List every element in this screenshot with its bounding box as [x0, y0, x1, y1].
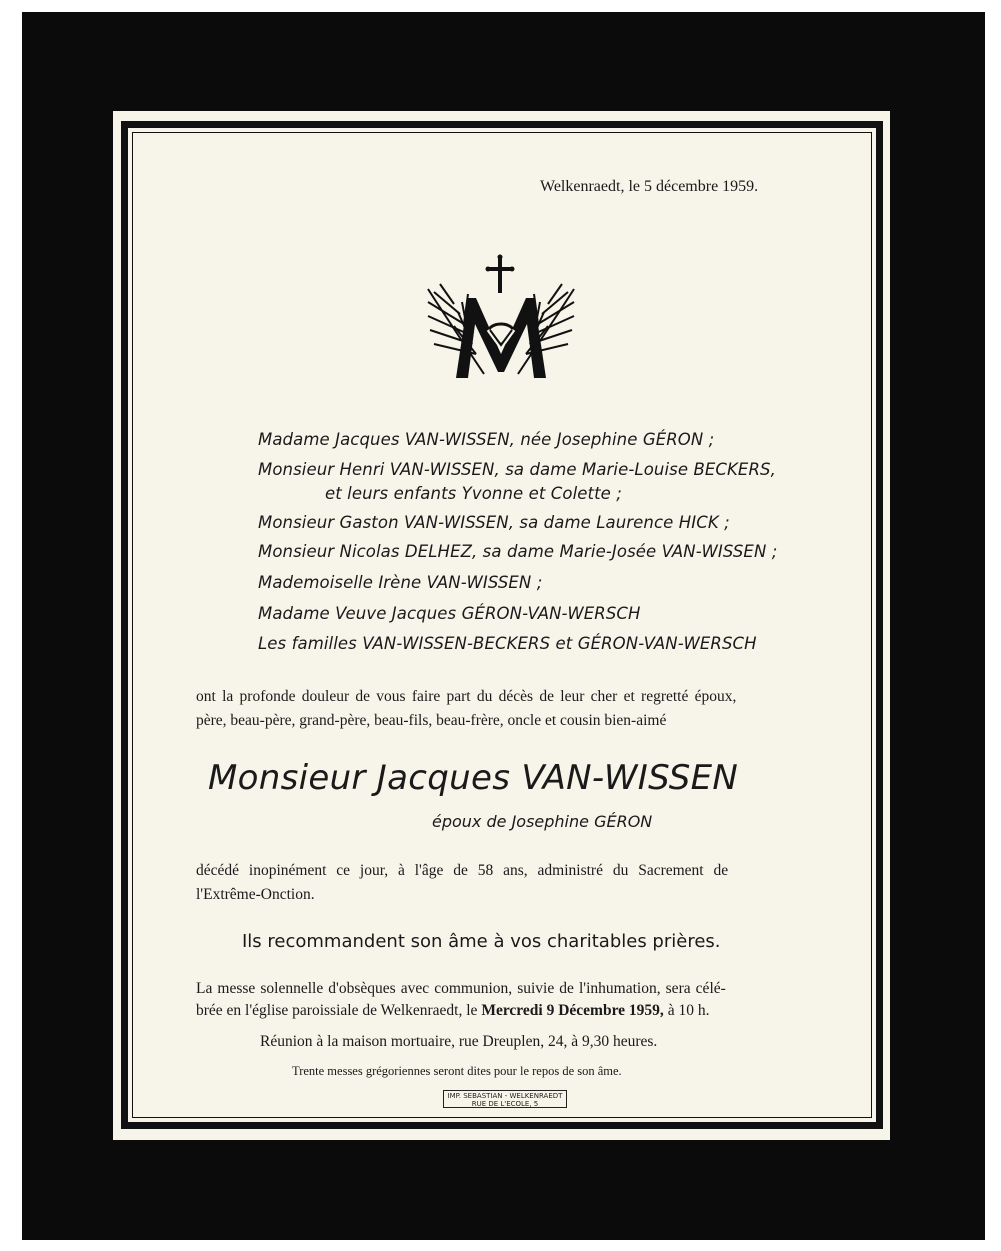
family-line: Monsieur Henri VAN-WISSEN, sa dame Marie-Louise BECKERS, — [258, 460, 776, 479]
family-line: Madame Jacques VAN-WISSEN, née Josephine GÉRON ; — [258, 430, 715, 449]
death-line: décédé inopinément ce jour, à l'âge de 58 ans, administré du Sacrement de — [196, 862, 729, 879]
cross-monogram-palms-icon — [424, 254, 578, 386]
family-line: Madame Veuve Jacques GÉRON-VAN-WERSCH — [258, 604, 641, 623]
announcement-line: père, beau-père, grand-père, beau-fils, beau-frère, oncle et cousin bien-aimé — [196, 712, 667, 729]
funeral-text: brée en l'église paroissiale de Welkenraedt, le — [196, 1002, 482, 1019]
spouse-line: époux de Josephine GÉRON — [432, 812, 653, 831]
date-line: Welkenraedt, le 5 décembre 1959. — [540, 178, 759, 195]
funeral-date: Mercredi 9 Décembre 1959, — [481, 1002, 664, 1019]
printer-imprint — [443, 1090, 567, 1108]
announcement-line: ont la profonde douleur de vous faire part du décès de leur cher et regretté époux, — [196, 688, 737, 705]
family-line: et leurs enfants Yvonne et Colette ; — [325, 484, 622, 503]
family-line: Les familles VAN-WISSEN-BECKERS et GÉRON-VAN-WERSCH — [258, 634, 757, 653]
wake-line: Réunion à la maison mortuaire, rue Dreuplen, 24, à 9,30 heures. — [260, 1033, 658, 1050]
funeral-line: La messe solennelle d'obsèques avec communion, suivie de l'inhumation, sera célé- — [196, 980, 726, 997]
family-line: Monsieur Nicolas DELHEZ, sa dame Marie-Josée VAN-WISSEN ; — [258, 542, 778, 561]
printer-line: IMP. SEBASTIAN - WELKENRAEDT — [447, 1092, 563, 1100]
deceased-name: Monsieur Jacques VAN-WISSEN — [208, 758, 739, 798]
family-line: Mademoiselle Irène VAN-WISSEN ; — [258, 573, 543, 592]
death-line: l'Extrême-Onction. — [196, 886, 315, 903]
printer-line: RUE DE L'ECOLE, 5 — [471, 1100, 539, 1108]
funeral-line — [196, 1002, 709, 1020]
masses-line: Trente messes grégoriennes seront dites pour le repos de son âme. — [292, 1064, 622, 1078]
recommendation-line: Ils recommandent son âme à vos charitables prières. — [242, 931, 721, 952]
funeral-time: à 10 h. — [663, 1002, 710, 1019]
family-line: Monsieur Gaston VAN-WISSEN, sa dame Laurence HICK ; — [258, 513, 730, 532]
